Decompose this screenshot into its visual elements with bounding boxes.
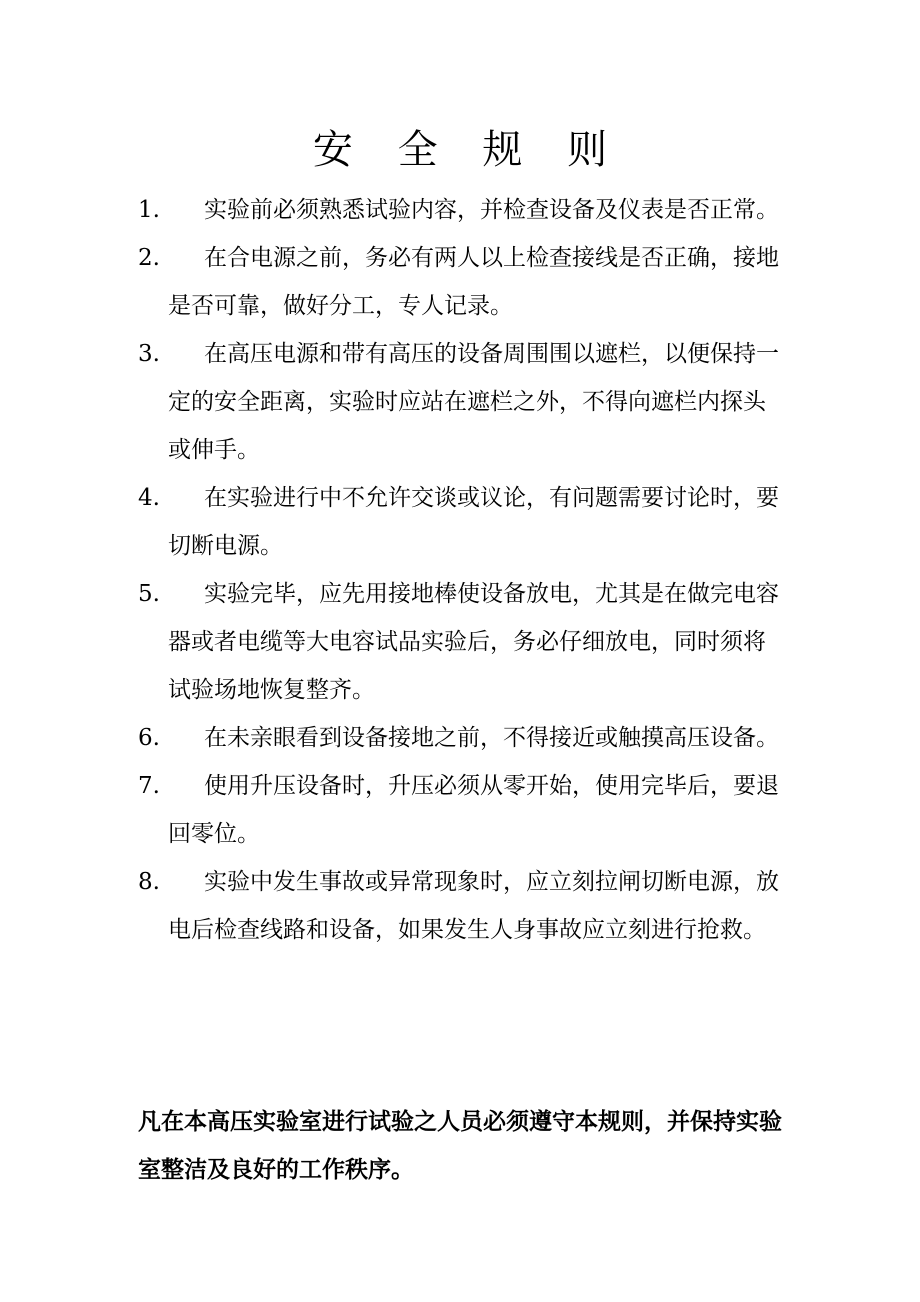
rule-item-7 [138, 762, 788, 858]
rule-number: 4. [138, 485, 160, 511]
rule-text: 实验中发生事故或异常现象时，应立刻拉闸切断电源，放电后检查线路和设备，如果发生人身事故应立刻进行抢救。 [168, 869, 779, 943]
rule-number: 1. [138, 197, 160, 223]
rule-item-4 [138, 474, 788, 570]
rule-number: 6. [138, 725, 160, 751]
rule-text: 在高压电源和带有高压的设备周围围以遮栏，以便保持一定的安全距离，实验时应站在遮栏之外，不得向遮栏内探头或伸手。 [168, 341, 779, 463]
rule-item-6 [138, 714, 788, 762]
page-title: 安 全 规 则 [312, 127, 624, 173]
rule-number: 5. [138, 581, 160, 607]
rule-number: 3. [138, 341, 160, 367]
rule-text: 实验前必须熟悉试验内容，并检查设备及仪表是否正常。 [204, 197, 779, 223]
rule-item-5 [138, 570, 788, 714]
rules-list [138, 186, 788, 954]
rule-item-1 [138, 186, 788, 234]
rule-text: 在合电源之前，务必有两人以上检查接线是否正确，接地是否可靠，做好分工，专人记录。 [168, 245, 779, 319]
rule-text: 实验完毕，应先用接地棒使设备放电，尤其是在做完电容器或者电缆等大电容试品实验后，务必仔细放电，同时须将试验场地恢复整齐。 [168, 581, 779, 703]
closing-statement: 凡在本高压实验室进行试验之人员必须遵守本规则，并保持实验室整洁及良好的工作秩序。 [138, 1108, 782, 1183]
rule-text: 在未亲眼看到设备接地之前，不得接近或触摸高压设备。 [204, 725, 779, 751]
rule-text: 使用升压设备时，升压必须从零开始，使用完毕后，要退回零位。 [168, 773, 779, 847]
rule-item-3 [138, 330, 788, 474]
rule-number: 8. [138, 869, 160, 895]
rule-number: 7. [138, 773, 160, 799]
rule-item-2 [138, 234, 788, 330]
rule-text: 在实验进行中不允许交谈或议论，有问题需要讨论时，要切断电源。 [168, 485, 779, 559]
rule-number: 2. [138, 245, 160, 271]
rule-item-8 [138, 858, 788, 954]
